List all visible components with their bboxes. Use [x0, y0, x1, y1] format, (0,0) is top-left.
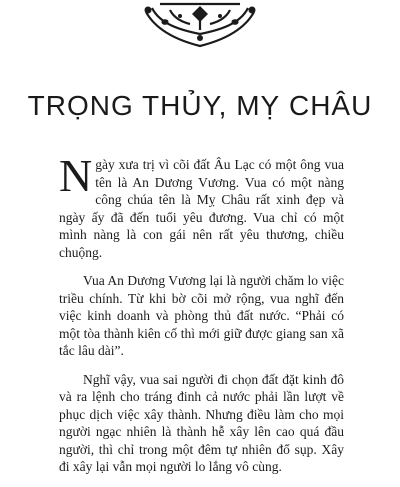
header-ornament — [140, 0, 260, 50]
chapter-title: TRỌNG THỦY, MỴ CHÂU — [27, 90, 373, 121]
paragraph-1-text: gày xưa trị vì cõi đất Âu Lạc có một ông vua tên là An Dương Vương. Vua có một nàng công chúa tên là Mỵ Châu rất xinh đẹp và ngày ấy đã đến tuổi yêu đương. Vua chỉ có một mình nàng là con gái nên rất yêu thương, chiều chuộng. — [59, 157, 344, 260]
ornament-decoration-icon — [140, 0, 260, 50]
drop-cap: N — [59, 150, 93, 201]
paragraph-3: Nghĩ vậy, vua sai người đi chọn đất đặt kinh đô và ra lệnh cho tráng đinh cả nước phải lần lượt về phục dịch việc xây thành. Nhưng điều làm cho mọi người ngạc nhiên là thành hễ xây lên cao quá đầu người, thì chỉ trong một đêm tự nhiên đổ sụp. Xây đi xây lại vẫn mọi người lo lắng vô cùng. — [59, 371, 344, 474]
paragraph-2: Vua An Dương Vương lại là người chăm lo việc triều chính. Từ khi bờ cõi mở rộng, vua nghĩ đến việc kinh doanh và phòng thủ đất nước. “Phải có một tòa thành kiên cố thì mới giữ được giang san xã tắc lâu dài”. — [59, 273, 344, 358]
paragraph-1 — [59, 150, 344, 261]
story-body — [59, 150, 344, 487]
